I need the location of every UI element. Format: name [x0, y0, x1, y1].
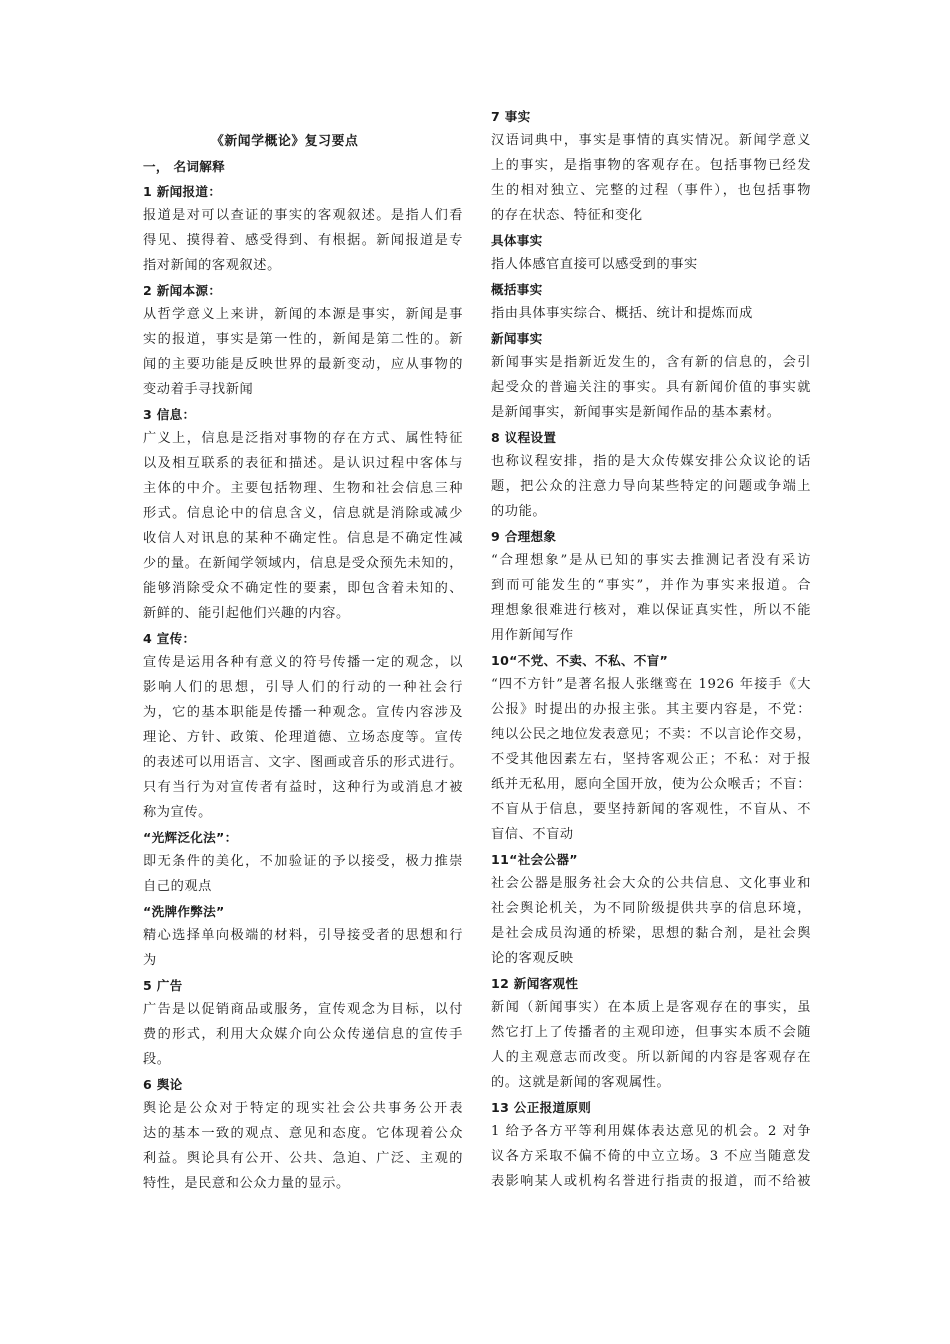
body-line: 社会公器是服务社会大众的公共信息、文化事业和 — [491, 876, 811, 891]
body-line: 盲信、不盲动 — [491, 827, 574, 842]
body-line: 宣传是运用各种有意义的符号传播一定的观念，以 — [143, 655, 463, 670]
body-line: 1 给予各方平等利用媒体表达意见的机会。2 对争 — [491, 1124, 811, 1139]
body-line: 是新闻事实，新闻事实是新闻作品的基本素材。 — [491, 405, 781, 420]
body-line: 理论、方针、政策、伦理道德、立场态度等。宣传 — [143, 730, 463, 745]
body-line: 指由具体事实综合、概括、统计和提炼而成 — [491, 306, 753, 321]
body-line: 费的形式，利用大众媒介向公众传递信息的宣传手 — [143, 1027, 463, 1042]
section-heading: 一， 名词解释 — [143, 159, 226, 174]
body-line: 起受众的普遍关注的事实。具有新闻价值的事实就 — [491, 380, 811, 395]
body-line: 公报》时提出的办报主张。其主要内容是，不党： — [491, 702, 811, 717]
body-line: 指对新闻的客观叙述。 — [143, 258, 281, 273]
body-line: 社会舆论机关，为不同阶级提供共享的信息环境， — [491, 901, 811, 916]
body-line: 利益。舆论具有公开、公共、急迫、广泛、主观的 — [143, 1151, 463, 1166]
body-line: 生的相对独立、完整的过程（事件），也包括事物 — [491, 183, 811, 198]
body-line: 自己的观点 — [143, 879, 212, 894]
body-line: 议各方采取不偏不倚的中立立场。3 不应当随意发 — [491, 1149, 811, 1164]
body-line: “合理想象”是从已知的事实去推测记者没有采访 — [491, 553, 811, 568]
term-heading: 4 宣传： — [143, 631, 196, 646]
body-line: 形式。信息论中的信息含义，信息就是消除或减少 — [143, 506, 463, 521]
body-line: 为，它的基本职能是传播一种观念。宣传内容涉及 — [143, 705, 463, 720]
body-line: 到而可能发生的“事实”，并作为事实来报道。合 — [491, 578, 811, 593]
body-line: 得见、摸得着、感受得到、有根据。新闻报道是专 — [143, 233, 463, 248]
body-line: 即无条件的美化，不加验证的予以接受，极力推崇 — [143, 854, 463, 869]
term-heading: 概括事实 — [491, 282, 543, 297]
body-line: 也称议程安排，指的是大众传媒安排公众议论的话 — [491, 454, 811, 469]
term-heading: 12 新闻客观性 — [491, 976, 579, 991]
body-line: 理想象很难进行核对，难以保证真实性，所以不能 — [491, 603, 811, 618]
body-line: 指人体感官直接可以感受到的事实 — [491, 257, 698, 272]
body-line: 的功能。 — [491, 504, 547, 519]
term-heading: “光辉泛化法”： — [143, 830, 238, 845]
body-line: 上的事实，是指事物的客观存在。包括事物已经发 — [491, 158, 811, 173]
body-line: 从哲学意义上来讲，新闻的本源是事实，新闻是事 — [143, 307, 463, 322]
body-line: 纯以公民之地位发表意见；不卖：不以言论作交易， — [491, 727, 811, 742]
body-line: 达的基本一致的观点、意见和态度。它体现着公众 — [143, 1126, 463, 1141]
body-line: 闻的主要功能是反映世界的最新变动，应从事物的 — [143, 357, 463, 372]
body-line: 称为宣传。 — [143, 805, 212, 820]
body-line: 精心选择单向极端的材料，引导接受者的思想和行 — [143, 928, 463, 943]
body-line: 特性，是民意和公众力量的显示。 — [143, 1176, 350, 1191]
body-line: 少的量。在新闻学领域内，信息是受众预先未知的， — [143, 556, 463, 571]
body-line: 的。这就是新闻的客观属性。 — [491, 1075, 671, 1090]
body-line: 只有当行为对宣传者有益时，这种行为或消息才被 — [143, 780, 463, 795]
term-heading: 具体事实 — [491, 233, 543, 248]
term-heading: 2 新闻本源： — [143, 283, 222, 298]
term-heading: 新闻事实 — [491, 331, 543, 346]
term-heading: 9 合理想象 — [491, 529, 557, 544]
term-heading: 8 议程设置 — [491, 430, 557, 445]
term-heading: “洗牌作弊法” — [143, 904, 225, 919]
body-line: 是社会成员沟通的桥梁，思想的黏合剂，是社会舆 — [491, 926, 811, 941]
term-heading: 3 信息： — [143, 407, 196, 422]
term-heading: 13 公正报道原则 — [491, 1100, 592, 1115]
body-line: 广告是以促销商品或服务，宣传观念为目标，以付 — [143, 1002, 463, 1017]
body-line: 人的主观意志而改变。所以新闻的内容是客观存在 — [491, 1050, 811, 1065]
body-line: 广义上，信息是泛指对事物的存在方式、属性特征 — [143, 431, 463, 446]
body-line: 论的客观反映 — [491, 951, 574, 966]
body-line: 以及相互联系的表征和描述。是认识过程中客体与 — [143, 456, 463, 471]
body-line: 的存在状态、特征和变化 — [491, 208, 643, 223]
body-line: 能够消除受众不确定性的要素，即包含着未知的、 — [143, 581, 463, 596]
body-line: 表影响某人或机构名誉进行指责的报道，而不给被 — [491, 1174, 811, 1189]
body-line: 不盲从于信息，要坚持新闻的客观性，不盲从、不 — [491, 802, 811, 817]
body-line: 纸并无私用，愿向全国开放，使为公众喉舌；不盲： — [491, 777, 811, 792]
body-line: 新鲜的、能引起他们兴趣的内容。 — [143, 606, 350, 621]
body-line: 报道是对可以查证的事实的客观叙述。是指人们看 — [143, 208, 463, 223]
body-line: 新闻（新闻事实）在本质上是客观存在的事实，虽 — [491, 1000, 811, 1015]
body-line: 舆论是公众对于特定的现实社会公共事务公开表 — [143, 1101, 463, 1116]
body-line: 段。 — [143, 1052, 171, 1067]
body-line: “四不方针”是著名报人张继鸾在 1926 年接手《大 — [491, 677, 811, 692]
term-heading: 1 新闻报道： — [143, 184, 222, 199]
body-line: 实的报道，事实是第一性的，新闻是第二性的。新 — [143, 332, 463, 347]
body-line: 然它打上了传播者的主观印迹，但事实本质不会随 — [491, 1025, 811, 1040]
body-line: 为 — [143, 953, 157, 968]
body-line: 新闻事实是指新近发生的，含有新的信息的，会引 — [491, 355, 811, 370]
document-title: 《新闻学概论》复习要点 — [211, 134, 359, 149]
body-line: 影响人们的思想，引导人们的行动的一种社会行 — [143, 680, 463, 695]
term-heading: 5 广告 — [143, 978, 183, 993]
body-line: 收信人对讯息的某种不确定性。信息是不确定性减 — [143, 531, 463, 546]
body-line: 用作新闻写作 — [491, 628, 574, 643]
body-line: 不受其他因素左右，坚持客观公正；不私：对于报 — [491, 752, 811, 767]
term-heading: 7 事实 — [491, 109, 531, 124]
body-line: 主体的中介。主要包括物理、生物和社会信息三种 — [143, 481, 463, 496]
body-line: 的表述可以用语言、文字、图画或音乐的形式进行。 — [143, 755, 463, 770]
term-heading: 6 舆论 — [143, 1077, 183, 1092]
term-heading: 10“不党、不卖、不私、不盲” — [491, 653, 669, 668]
term-heading: 11“社会公器” — [491, 852, 578, 867]
body-line: 汉语词典中，事实是事情的真实情况。新闻学意义 — [491, 133, 811, 148]
body-line: 题，把公众的注意力导向某些特定的问题或争端上 — [491, 479, 811, 494]
body-line: 变动着手寻找新闻 — [143, 382, 254, 397]
